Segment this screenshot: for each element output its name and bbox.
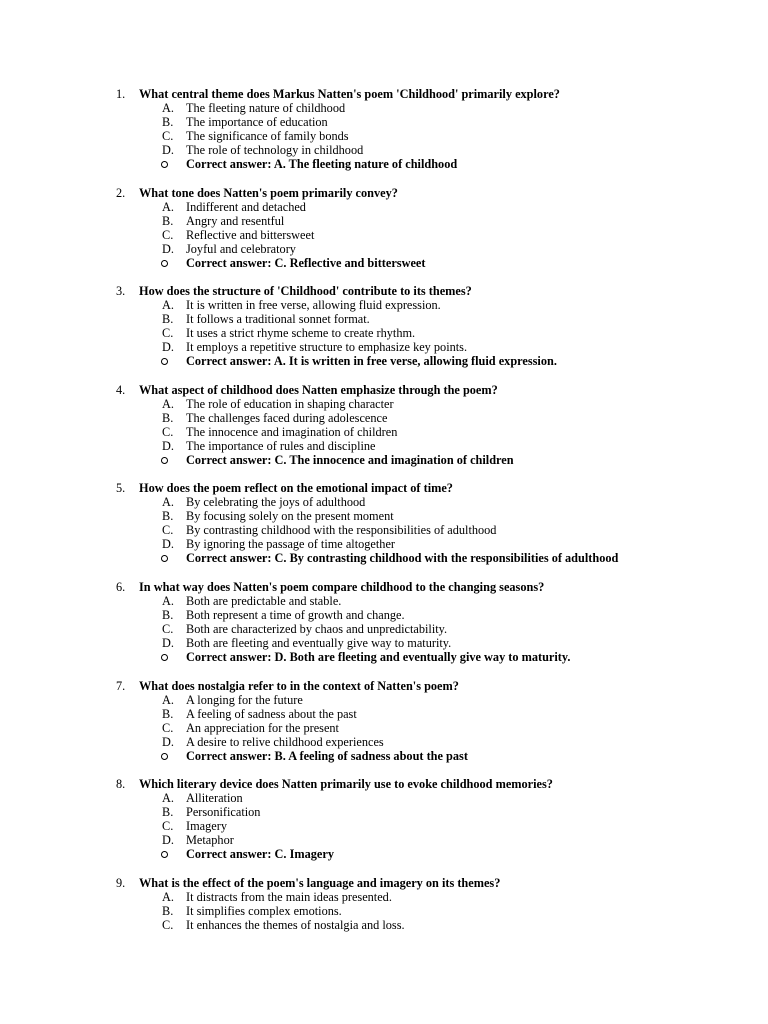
question-number: 4. xyxy=(116,382,126,397)
answer-option xyxy=(0,411,768,425)
correct-answer xyxy=(0,847,768,861)
question-header xyxy=(0,87,768,101)
answer-option xyxy=(0,707,768,721)
option-letter: C. xyxy=(162,917,174,932)
answer-option xyxy=(0,509,768,523)
option-letter: A. xyxy=(162,298,174,313)
option-letter: C. xyxy=(162,227,174,242)
option-letter: B. xyxy=(162,706,174,721)
option-letter: A. xyxy=(162,495,174,510)
option-letter: C. xyxy=(162,819,174,834)
option-text: Imagery xyxy=(186,819,227,834)
question-block xyxy=(0,284,768,368)
question-block xyxy=(0,876,768,932)
correct-answer xyxy=(0,256,768,270)
answer-option xyxy=(0,298,768,312)
answer-option xyxy=(0,115,768,129)
option-letter: D. xyxy=(162,438,174,453)
answer-option xyxy=(0,340,768,354)
question-text: What tone does Natten's poem primarily convey? xyxy=(139,185,398,200)
option-text: Both are fleeting and eventually give way to maturity. xyxy=(186,635,452,650)
answer-option xyxy=(0,439,768,453)
option-text: The fleeting nature of childhood xyxy=(186,101,346,115)
question-block xyxy=(0,481,768,565)
answer-option xyxy=(0,918,768,932)
option-letter: C. xyxy=(162,129,174,143)
correct-answer-text: Correct answer: C. By contrasting childhood with the responsibilities of adulthood xyxy=(186,551,619,566)
option-text: The challenges faced during adolescence xyxy=(186,410,388,425)
option-text: It employs a repetitive structure to emphasize key points. xyxy=(186,340,468,355)
option-letter: C. xyxy=(162,523,174,538)
option-text: Both represent a time of growth and change. xyxy=(186,607,405,622)
answer-option xyxy=(0,425,768,439)
circle-bullet-icon xyxy=(161,358,168,365)
question-block xyxy=(0,679,768,763)
option-letter: C. xyxy=(162,621,174,636)
question-header xyxy=(0,679,768,693)
option-text: It uses a strict rhyme scheme to create rhythm. xyxy=(186,326,416,341)
question-header xyxy=(0,481,768,495)
answer-option xyxy=(0,594,768,608)
option-letter: C. xyxy=(162,424,174,439)
answer-option xyxy=(0,791,768,805)
option-text: The innocence and imagination of children xyxy=(186,424,398,439)
option-text: By celebrating the joys of adulthood xyxy=(186,495,366,510)
answer-option xyxy=(0,890,768,904)
option-letter: B. xyxy=(162,312,174,327)
answer-option xyxy=(0,101,768,115)
option-text: The role of technology in childhood xyxy=(186,143,364,157)
option-letter: B. xyxy=(162,607,174,622)
option-letter: D. xyxy=(162,734,174,749)
question-header xyxy=(0,777,768,791)
question-text: What central theme does Markus Natten's poem 'Childhood' primarily explore? xyxy=(139,87,560,101)
question-number: 8. xyxy=(116,777,126,792)
question-text: How does the structure of 'Childhood' contribute to its themes? xyxy=(139,284,472,299)
question-block xyxy=(0,87,768,171)
option-letter: D. xyxy=(162,340,174,355)
option-letter: B. xyxy=(162,115,174,129)
question-header xyxy=(0,383,768,397)
circle-bullet-icon xyxy=(161,753,168,760)
correct-answer-text: Correct answer: A. It is written in free verse, allowing fluid expression. xyxy=(186,354,557,369)
correct-answer-text: Correct answer: A. The fleeting nature of childhood xyxy=(186,157,458,171)
answer-option xyxy=(0,904,768,918)
answer-option xyxy=(0,143,768,157)
option-text: Both are characterized by chaos and unpredictability. xyxy=(186,621,448,636)
question-block xyxy=(0,186,768,270)
option-text: The role of education in shaping character xyxy=(186,396,394,411)
option-text: An appreciation for the present xyxy=(186,720,339,735)
option-letter: D. xyxy=(162,833,174,848)
option-letter: A. xyxy=(162,101,174,115)
answer-option xyxy=(0,326,768,340)
option-letter: B. xyxy=(162,805,174,820)
option-text: Personification xyxy=(186,805,261,820)
option-text: Metaphor xyxy=(186,833,234,848)
option-text: The significance of family bonds xyxy=(186,129,349,143)
option-text: Alliteration xyxy=(186,791,243,806)
answer-option xyxy=(0,214,768,228)
circle-bullet-icon xyxy=(161,161,168,168)
correct-answer xyxy=(0,749,768,763)
option-letter: B. xyxy=(162,213,174,228)
option-letter: A. xyxy=(162,396,174,411)
answer-option xyxy=(0,242,768,256)
option-text: It is written in free verse, allowing fluid expression. xyxy=(186,298,441,313)
answer-option xyxy=(0,693,768,707)
question-number: 7. xyxy=(116,678,126,693)
option-text: The importance of rules and discipline xyxy=(186,438,376,453)
question-text: What does nostalgia refer to in the context of Natten's poem? xyxy=(139,678,459,693)
circle-bullet-icon xyxy=(161,555,168,562)
correct-answer-text: Correct answer: B. A feeling of sadness about the past xyxy=(186,748,468,763)
question-header xyxy=(0,876,768,890)
question-text: What aspect of childhood does Natten emphasize through the poem? xyxy=(139,382,498,397)
quiz-page xyxy=(0,87,768,946)
correct-answer xyxy=(0,551,768,565)
question-number: 3. xyxy=(116,284,126,299)
circle-bullet-icon xyxy=(161,851,168,858)
answer-option xyxy=(0,312,768,326)
answer-option xyxy=(0,833,768,847)
option-letter: B. xyxy=(162,903,174,918)
circle-bullet-icon xyxy=(161,260,168,267)
question-header xyxy=(0,580,768,594)
option-text: The importance of education xyxy=(186,115,328,129)
correct-answer-text: Correct answer: C. Imagery xyxy=(186,847,334,862)
option-text: A desire to relive childhood experiences xyxy=(186,734,384,749)
answer-option xyxy=(0,805,768,819)
correct-answer xyxy=(0,157,768,171)
correct-answer-text: Correct answer: C. The innocence and imagination of children xyxy=(186,452,514,467)
question-header xyxy=(0,284,768,298)
option-text: By ignoring the passage of time altogether xyxy=(186,537,395,552)
option-letter: A. xyxy=(162,199,174,214)
question-number: 2. xyxy=(116,185,126,200)
correct-answer-text: Correct answer: D. Both are fleeting and eventually give way to maturity. xyxy=(186,649,571,664)
option-letter: A. xyxy=(162,692,174,707)
option-text: Joyful and celebratory xyxy=(186,241,296,256)
answer-option xyxy=(0,200,768,214)
question-number: 6. xyxy=(116,579,126,594)
answer-option xyxy=(0,819,768,833)
option-letter: B. xyxy=(162,509,174,524)
answer-option xyxy=(0,228,768,242)
question-text: How does the poem reflect on the emotional impact of time? xyxy=(139,481,453,496)
option-letter: D. xyxy=(162,241,174,256)
option-letter: B. xyxy=(162,410,174,425)
question-header xyxy=(0,186,768,200)
answer-option xyxy=(0,523,768,537)
option-text: Reflective and bittersweet xyxy=(186,227,315,242)
option-text: It distracts from the main ideas presented. xyxy=(186,889,392,904)
option-text: Angry and resentful xyxy=(186,213,285,228)
question-text: What is the effect of the poem's language and imagery on its themes? xyxy=(139,875,501,890)
correct-answer xyxy=(0,453,768,467)
circle-bullet-icon xyxy=(161,654,168,661)
answer-option xyxy=(0,622,768,636)
option-letter: A. xyxy=(162,593,174,608)
question-text: In what way does Natten's poem compare childhood to the changing seasons? xyxy=(139,579,545,594)
option-text: Both are predictable and stable. xyxy=(186,593,342,608)
option-text: By focusing solely on the present moment xyxy=(186,509,394,524)
correct-answer xyxy=(0,650,768,664)
option-letter: D. xyxy=(162,635,174,650)
correct-answer xyxy=(0,354,768,368)
option-letter: A. xyxy=(162,791,174,806)
circle-bullet-icon xyxy=(161,457,168,464)
option-text: It simplifies complex emotions. xyxy=(186,903,342,918)
question-number: 5. xyxy=(116,481,126,496)
answer-option xyxy=(0,537,768,551)
option-text: It enhances the themes of nostalgia and loss. xyxy=(186,917,405,932)
option-text: Indifferent and detached xyxy=(186,199,306,214)
option-text: A longing for the future xyxy=(186,692,303,707)
question-text: Which literary device does Natten primarily use to evoke childhood memories? xyxy=(139,777,553,792)
answer-option xyxy=(0,129,768,143)
option-letter: C. xyxy=(162,720,174,735)
answer-option xyxy=(0,495,768,509)
question-block xyxy=(0,383,768,467)
answer-option xyxy=(0,636,768,650)
answer-option xyxy=(0,735,768,749)
option-letter: D. xyxy=(162,537,174,552)
correct-answer-text: Correct answer: C. Reflective and bittersweet xyxy=(186,255,426,270)
question-block xyxy=(0,580,768,664)
answer-option xyxy=(0,397,768,411)
question-block xyxy=(0,777,768,861)
option-letter: A. xyxy=(162,889,174,904)
question-number: 1. xyxy=(116,87,126,101)
answer-option xyxy=(0,608,768,622)
question-number: 9. xyxy=(116,875,126,890)
option-text: By contrasting childhood with the responsibilities of adulthood xyxy=(186,523,497,538)
option-text: It follows a traditional sonnet format. xyxy=(186,312,370,327)
option-letter: D. xyxy=(162,143,174,157)
option-letter: C. xyxy=(162,326,174,341)
option-text: A feeling of sadness about the past xyxy=(186,706,357,721)
answer-option xyxy=(0,721,768,735)
